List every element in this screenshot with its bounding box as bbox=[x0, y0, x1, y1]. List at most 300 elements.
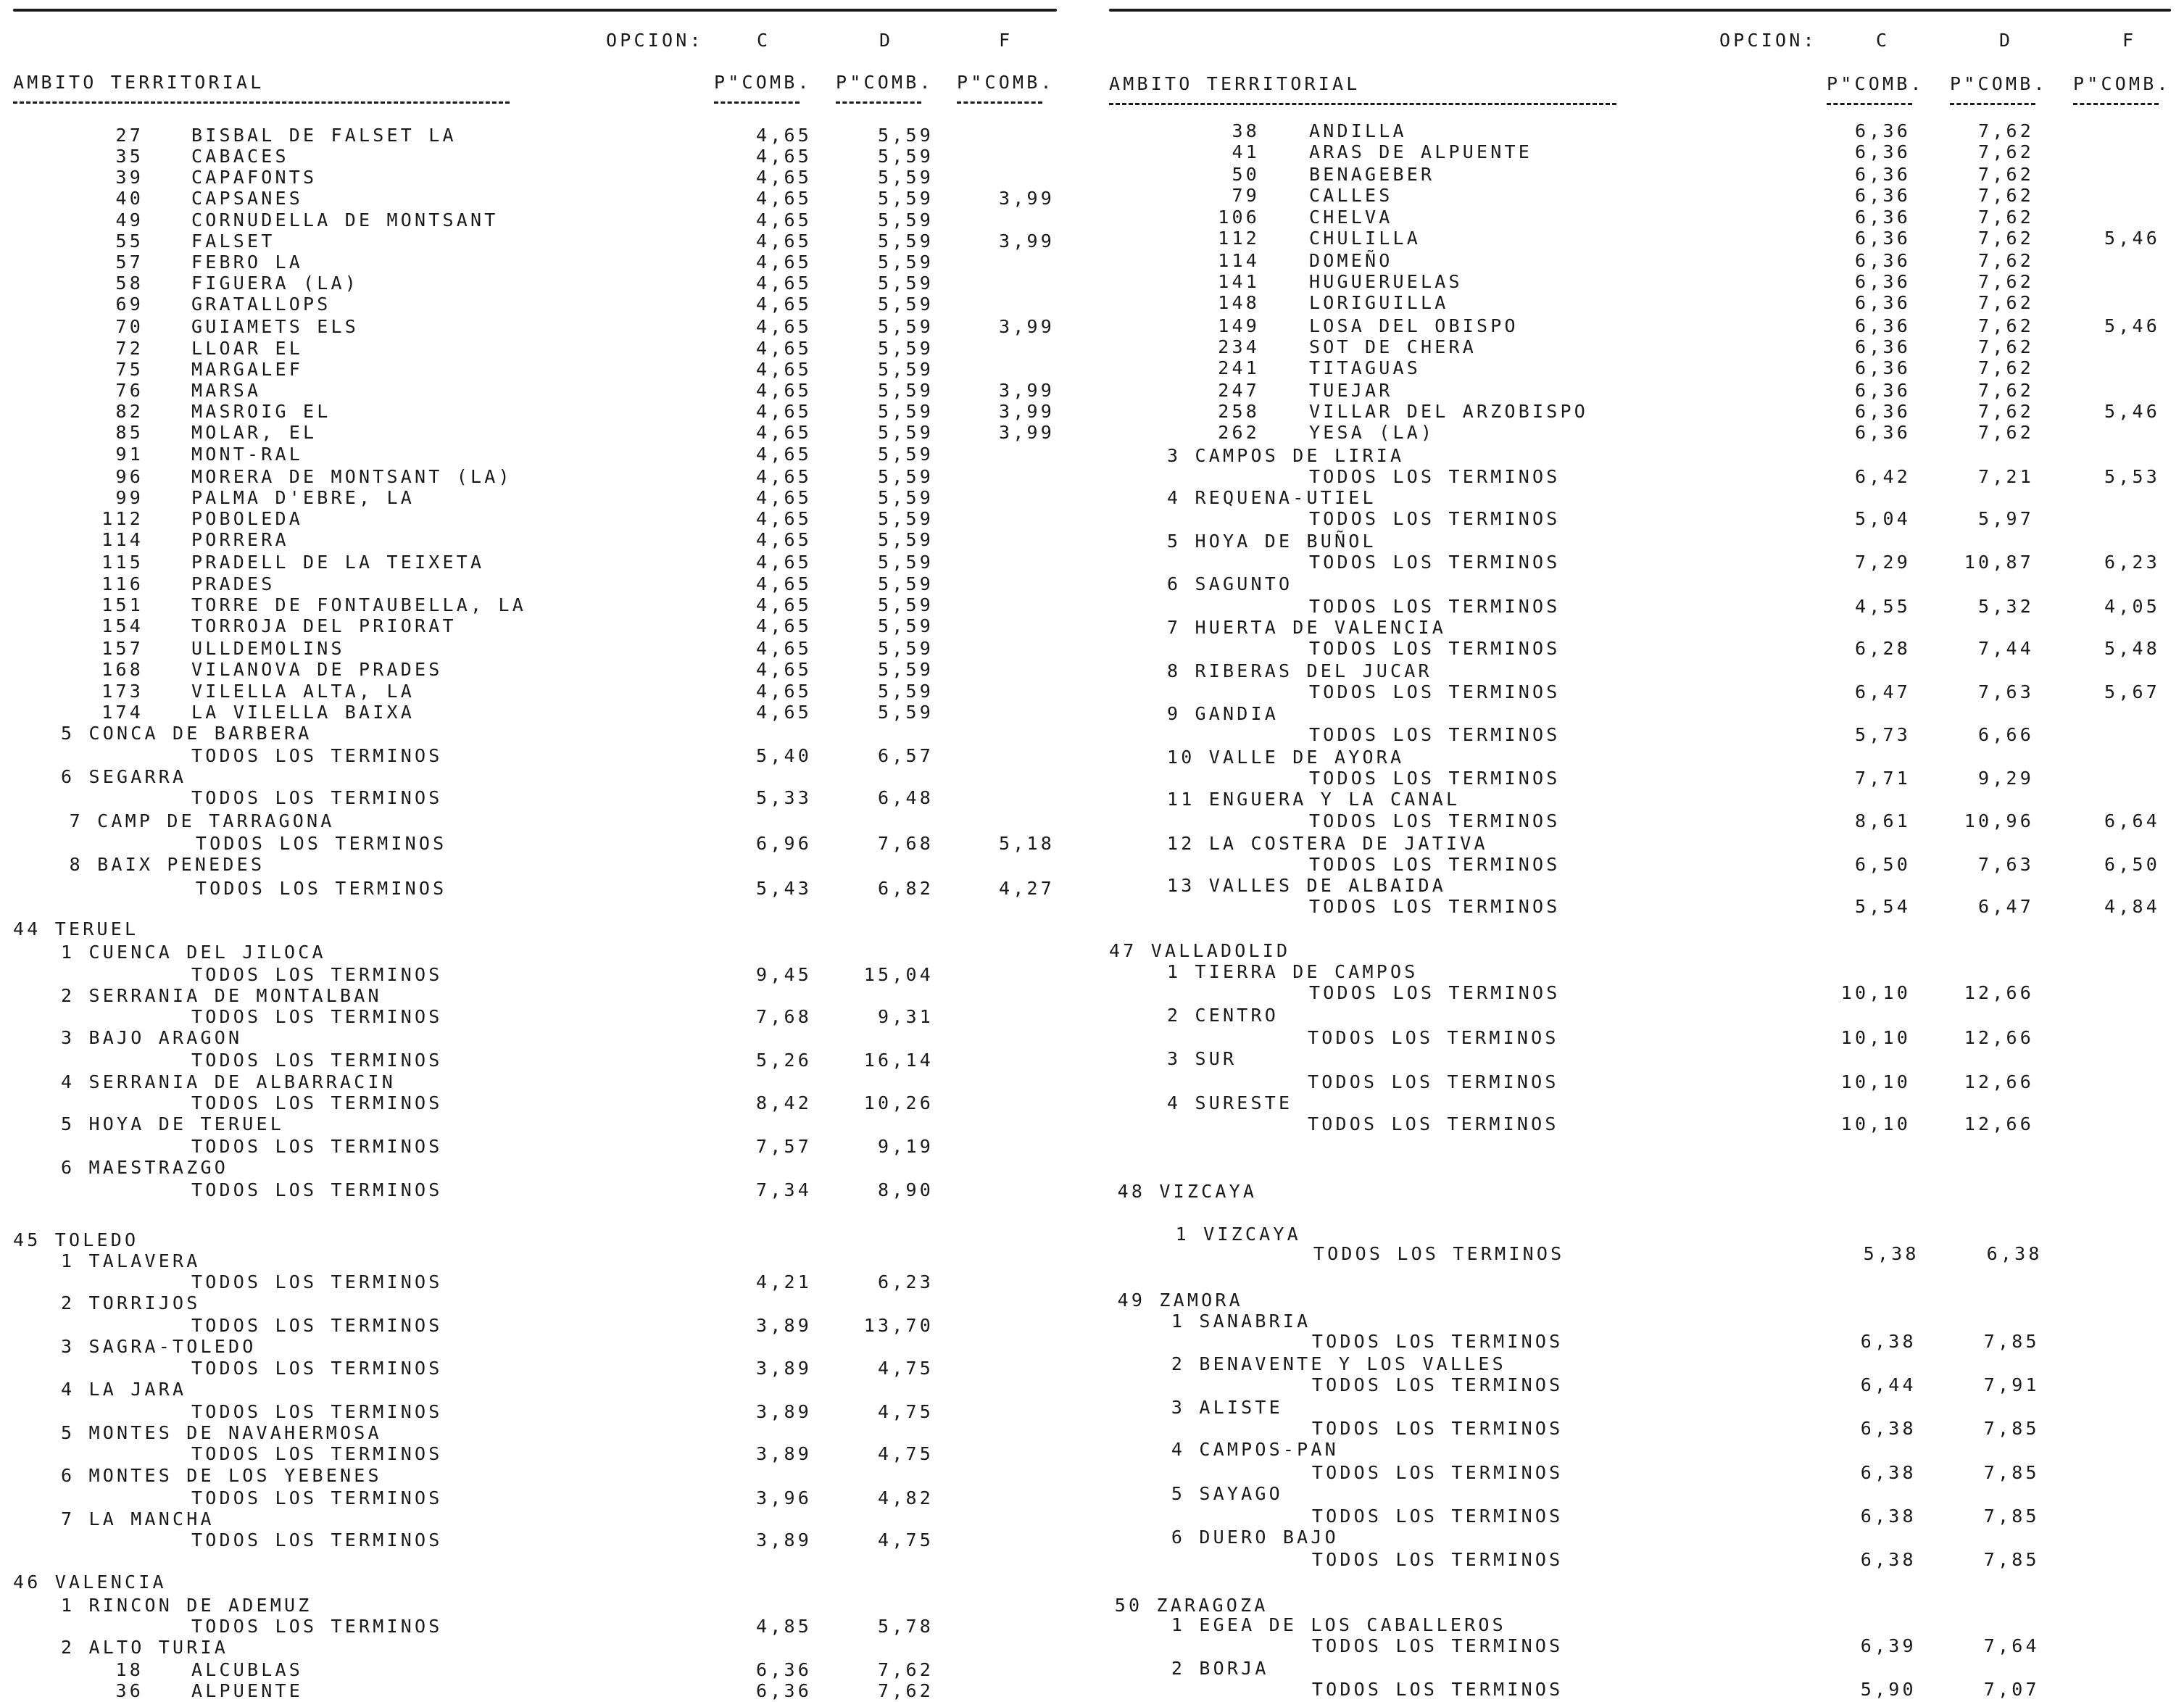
comarca-heading: 6 DUERO BAJO bbox=[1171, 1527, 1339, 1548]
municipio-name: MONT-RAL bbox=[191, 444, 304, 465]
premium-option-d: 7,62 bbox=[877, 1680, 934, 1701]
column-f-header: P"COMB. bbox=[2073, 73, 2171, 94]
premium-option-c: 6,38 bbox=[1860, 1549, 1917, 1570]
municipio-name: VILLAR DEL ARZOBISPO bbox=[1309, 401, 1589, 422]
municipio-code: 148 bbox=[1218, 292, 1260, 313]
municipio-name: CAPSANES bbox=[191, 188, 304, 209]
premium-option-c: 6,50 bbox=[1854, 854, 1911, 875]
municipio-name: VILELLA ALTA, LA bbox=[191, 681, 415, 702]
comarca-heading: 13 VALLES DE ALBAIDA bbox=[1167, 875, 1447, 896]
municipio-code: 49 bbox=[115, 209, 144, 231]
premium-option-d: 7,62 bbox=[1977, 271, 2034, 292]
comarca-heading: 6 SAGUNTO bbox=[1167, 573, 1293, 594]
premium-option-d: 7,62 bbox=[1977, 292, 2034, 313]
comarca-heading: 2 SERRANIA DE MONTALBAN bbox=[61, 985, 382, 1006]
premium-option-d: 7,07 bbox=[1983, 1679, 2040, 1700]
municipio-code: 241 bbox=[1218, 357, 1260, 378]
column-c-header: P"COMB. bbox=[714, 72, 812, 93]
premium-option-c: 4,65 bbox=[755, 231, 812, 252]
premium-option-c: 4,65 bbox=[755, 594, 812, 615]
comarca-heading: 1 TALAVERA bbox=[61, 1250, 201, 1271]
page-left bbox=[0, 0, 1066, 1700]
header-underline-f bbox=[957, 101, 1042, 104]
premium-option-d: 10,26 bbox=[863, 1092, 934, 1113]
premium-option-f: 5,46 bbox=[2104, 228, 2160, 249]
premium-option-c: 6,36 bbox=[1854, 357, 1911, 378]
municipio-code: 36 bbox=[115, 1680, 144, 1701]
premium-option-f: 5,46 bbox=[2104, 401, 2160, 422]
premium-option-c: 4,65 bbox=[755, 444, 812, 465]
municipio-name: CORNUDELLA DE MONTSANT bbox=[191, 209, 499, 231]
premium-option-f: 3,99 bbox=[998, 316, 1055, 337]
todos-los-terminos-label: TODOS LOS TERMINOS bbox=[1309, 508, 1561, 529]
premium-option-c: 5,73 bbox=[1854, 724, 1911, 745]
comarca-heading: 9 GANDIA bbox=[1167, 703, 1279, 724]
comarca-heading: 1 VIZCAYA bbox=[1175, 1224, 1301, 1245]
premium-option-d: 5,32 bbox=[1977, 596, 2034, 617]
municipio-code: 262 bbox=[1218, 422, 1260, 443]
todos-los-terminos-label: TODOS LOS TERMINOS bbox=[191, 745, 443, 766]
premium-option-d: 5,59 bbox=[877, 401, 934, 422]
municipio-name: ARAS DE ALPUENTE bbox=[1309, 141, 1533, 162]
option-c-label: C bbox=[757, 30, 771, 51]
comarca-heading: 2 BORJA bbox=[1171, 1658, 1269, 1679]
comarca-heading: 3 CAMPOS DE LIRIA bbox=[1167, 445, 1405, 466]
municipio-name: GRATALLOPS bbox=[191, 294, 331, 315]
column-d-header: P"COMB. bbox=[1950, 73, 2048, 94]
premium-option-d: 6,38 bbox=[1986, 1243, 2043, 1264]
premium-option-d: 7,85 bbox=[1983, 1506, 2040, 1527]
premium-option-d: 8,90 bbox=[877, 1179, 934, 1200]
premium-option-c: 8,61 bbox=[1854, 810, 1911, 831]
header-underline-c bbox=[1827, 103, 1912, 105]
todos-los-terminos-label: TODOS LOS TERMINOS bbox=[1308, 1113, 1559, 1134]
column-c-header: P"COMB. bbox=[1827, 73, 1925, 94]
premium-option-f: 3,99 bbox=[998, 188, 1055, 209]
premium-option-d: 12,66 bbox=[1964, 1027, 2034, 1048]
premium-option-c: 6,39 bbox=[1860, 1635, 1917, 1656]
comarca-heading: 1 TIERRA DE CAMPOS bbox=[1167, 961, 1419, 982]
premium-option-d: 7,63 bbox=[1977, 854, 2034, 875]
premium-option-c: 7,29 bbox=[1854, 552, 1911, 573]
premium-option-d: 7,62 bbox=[1977, 141, 2034, 162]
premium-option-d: 7,85 bbox=[1983, 1462, 2040, 1483]
municipio-code: 258 bbox=[1218, 401, 1260, 422]
premium-option-d: 7,62 bbox=[1977, 164, 2034, 185]
premium-option-d: 5,59 bbox=[877, 380, 934, 401]
premium-option-c: 4,21 bbox=[755, 1271, 812, 1292]
premium-option-d: 5,59 bbox=[877, 188, 934, 209]
premium-option-c: 4,65 bbox=[755, 638, 812, 659]
premium-option-d: 7,85 bbox=[1983, 1549, 2040, 1570]
premium-option-c: 4,65 bbox=[755, 316, 812, 337]
municipio-code: 76 bbox=[115, 380, 144, 401]
comarca-heading: 11 ENGUERA Y LA CANAL bbox=[1167, 789, 1461, 810]
municipio-name: TORROJA DEL PRIORAT bbox=[191, 615, 457, 636]
municipio-name: FALSET bbox=[191, 231, 275, 252]
premium-option-d: 7,62 bbox=[1977, 207, 2034, 228]
premium-option-c: 4,85 bbox=[755, 1616, 812, 1637]
municipio-code: 57 bbox=[115, 252, 144, 273]
premium-option-c: 3,89 bbox=[755, 1443, 812, 1464]
provincia-heading: 46 VALENCIA bbox=[13, 1572, 167, 1593]
municipio-name: LA VILELLA BAIXA bbox=[191, 702, 415, 723]
todos-los-terminos-label: TODOS LOS TERMINOS bbox=[191, 1050, 443, 1071]
premium-option-c: 4,65 bbox=[755, 681, 812, 702]
municipio-code: 79 bbox=[1232, 185, 1260, 206]
premium-option-c: 6,36 bbox=[1854, 401, 1911, 422]
premium-option-d: 7,85 bbox=[1983, 1331, 2040, 1352]
ambito-territorial-header: AMBITO TERRITORIAL bbox=[1109, 73, 1361, 94]
premium-option-c: 4,65 bbox=[755, 380, 812, 401]
premium-option-c: 4,65 bbox=[755, 508, 812, 529]
municipio-code: 116 bbox=[101, 573, 144, 594]
premium-option-f: 4,84 bbox=[2104, 896, 2160, 917]
municipio-name: CHELVA bbox=[1309, 207, 1393, 228]
premium-option-c: 10,10 bbox=[1840, 1071, 1911, 1092]
municipio-code: 38 bbox=[1232, 120, 1260, 141]
premium-option-d: 6,66 bbox=[1977, 724, 2034, 745]
municipio-name: TUEJAR bbox=[1309, 380, 1393, 401]
todos-los-terminos-label: TODOS LOS TERMINOS bbox=[1311, 1374, 1564, 1395]
comarca-heading: 5 HOYA DE BUÑOL bbox=[1167, 531, 1377, 552]
todos-los-terminos-label: TODOS LOS TERMINOS bbox=[191, 1315, 443, 1336]
comarca-heading: 4 REQUENA-UTIEL bbox=[1167, 487, 1377, 508]
municipio-code: 39 bbox=[115, 167, 144, 188]
premium-option-d: 7,68 bbox=[877, 833, 934, 854]
option-f-label: F bbox=[2122, 30, 2137, 51]
premium-option-f: 6,50 bbox=[2104, 854, 2160, 875]
premium-option-c: 6,42 bbox=[1854, 466, 1911, 487]
municipio-name: MARSA bbox=[191, 380, 262, 401]
todos-los-terminos-label: TODOS LOS TERMINOS bbox=[1311, 1462, 1564, 1483]
municipio-name: ALPUENTE bbox=[191, 1680, 304, 1701]
municipio-name: LOSA DEL OBISPO bbox=[1309, 315, 1519, 336]
todos-los-terminos-label: TODOS LOS TERMINOS bbox=[191, 1092, 443, 1113]
provincia-heading: 45 TOLEDO bbox=[13, 1229, 139, 1250]
municipio-name: TITAGUAS bbox=[1309, 357, 1421, 378]
premium-option-f: 6,23 bbox=[2104, 552, 2160, 573]
municipio-code: 50 bbox=[1232, 164, 1260, 185]
premium-option-c: 6,36 bbox=[1854, 120, 1911, 141]
todos-los-terminos-label: TODOS LOS TERMINOS bbox=[1309, 681, 1561, 702]
municipio-code: 157 bbox=[101, 638, 144, 659]
municipio-name: MORERA DE MONTSANT (LA) bbox=[191, 466, 512, 487]
comarca-heading: 4 SERRANIA DE ALBARRACIN bbox=[61, 1071, 396, 1092]
municipio-code: 18 bbox=[115, 1659, 144, 1680]
premium-option-c: 4,65 bbox=[755, 702, 812, 723]
todos-los-terminos-label: TODOS LOS TERMINOS bbox=[191, 1529, 443, 1551]
premium-option-d: 5,59 bbox=[877, 316, 934, 337]
premium-option-c: 6,36 bbox=[1854, 292, 1911, 313]
premium-option-d: 9,31 bbox=[877, 1006, 934, 1027]
municipio-name: MASROIG EL bbox=[191, 401, 331, 422]
premium-option-c: 6,36 bbox=[1854, 228, 1911, 249]
premium-option-d: 7,62 bbox=[1977, 336, 2034, 357]
todos-los-terminos-label: TODOS LOS TERMINOS bbox=[1309, 596, 1561, 617]
municipio-code: 99 bbox=[115, 487, 144, 508]
premium-option-d: 5,59 bbox=[877, 487, 934, 508]
municipio-code: 106 bbox=[1218, 207, 1260, 228]
comarca-heading: 1 RINCON DE ADEMUZ bbox=[61, 1595, 312, 1616]
municipio-name: ANDILLA bbox=[1309, 120, 1407, 141]
provincia-heading: 47 VALLADOLID bbox=[1109, 940, 1291, 961]
premium-option-c: 8,42 bbox=[755, 1092, 812, 1113]
municipio-name: BISBAL DE FALSET LA bbox=[191, 125, 457, 146]
premium-option-d: 7,21 bbox=[1977, 466, 2034, 487]
municipio-name: VILANOVA DE PRADES bbox=[191, 659, 443, 680]
premium-option-c: 6,38 bbox=[1860, 1331, 1917, 1352]
premium-option-c: 7,68 bbox=[755, 1006, 812, 1027]
premium-option-c: 6,36 bbox=[1854, 422, 1911, 443]
premium-option-f: 6,64 bbox=[2104, 810, 2160, 831]
todos-los-terminos-label: TODOS LOS TERMINOS bbox=[1309, 854, 1561, 875]
municipio-code: 58 bbox=[115, 273, 144, 294]
column-f-header: P"COMB. bbox=[957, 72, 1055, 93]
premium-option-c: 6,36 bbox=[1854, 336, 1911, 357]
comarca-heading: 7 CAMP DE TARRAGONA bbox=[69, 810, 335, 831]
municipio-code: 82 bbox=[115, 401, 144, 422]
premium-option-d: 7,62 bbox=[1977, 422, 2034, 443]
premium-option-d: 5,59 bbox=[877, 125, 934, 146]
premium-option-d: 7,85 bbox=[1983, 1418, 2040, 1439]
municipio-name: YESA (LA) bbox=[1309, 422, 1435, 443]
premium-option-c: 4,65 bbox=[755, 359, 812, 380]
comarca-heading: 2 CENTRO bbox=[1167, 1005, 1279, 1026]
todos-los-terminos-label: TODOS LOS TERMINOS bbox=[191, 1616, 443, 1637]
todos-los-terminos-label: TODOS LOS TERMINOS bbox=[1309, 982, 1561, 1003]
premium-option-f: 5,18 bbox=[998, 833, 1055, 854]
provincia-heading: 49 ZAMORA bbox=[1117, 1290, 1243, 1311]
municipio-name: CALLES bbox=[1309, 185, 1393, 206]
premium-option-f: 3,99 bbox=[998, 401, 1055, 422]
municipio-code: 35 bbox=[115, 146, 144, 167]
premium-option-c: 5,54 bbox=[1854, 896, 1911, 917]
premium-option-c: 6,36 bbox=[755, 1659, 812, 1680]
comarca-heading: 4 SURESTE bbox=[1167, 1092, 1293, 1113]
municipio-code: 69 bbox=[115, 294, 144, 315]
premium-option-d: 6,57 bbox=[877, 745, 934, 766]
premium-option-f: 3,99 bbox=[998, 231, 1055, 252]
premium-option-d: 13,70 bbox=[863, 1315, 934, 1336]
premium-option-c: 3,96 bbox=[755, 1487, 812, 1508]
premium-option-d: 5,59 bbox=[877, 273, 934, 294]
municipio-name: FIGUERA (LA) bbox=[191, 273, 360, 294]
comarca-heading: 1 SANABRIA bbox=[1171, 1311, 1311, 1332]
premium-option-d: 12,66 bbox=[1964, 1113, 2034, 1134]
municipio-code: 91 bbox=[115, 444, 144, 465]
municipio-name: PRADES bbox=[191, 573, 275, 594]
premium-option-c: 6,36 bbox=[1854, 207, 1911, 228]
premium-option-c: 4,65 bbox=[755, 146, 812, 167]
municipio-code: 85 bbox=[115, 422, 144, 443]
todos-los-terminos-label: TODOS LOS TERMINOS bbox=[1308, 1027, 1559, 1048]
header-underline-ambito bbox=[13, 101, 510, 104]
premium-option-c: 6,36 bbox=[1854, 271, 1911, 292]
premium-option-d: 5,59 bbox=[877, 444, 934, 465]
municipio-code: 27 bbox=[115, 125, 144, 146]
comarca-heading: 12 LA COSTERA DE JATIVA bbox=[1167, 833, 1488, 854]
premium-option-c: 3,89 bbox=[755, 1401, 812, 1422]
todos-los-terminos-label: TODOS LOS TERMINOS bbox=[191, 1006, 443, 1027]
comarca-heading: 4 CAMPOS-PAN bbox=[1171, 1439, 1339, 1460]
premium-option-d: 5,97 bbox=[1977, 508, 2034, 529]
municipio-code: 234 bbox=[1218, 336, 1260, 357]
premium-option-c: 6,36 bbox=[755, 1680, 812, 1701]
municipio-name: POBOLEDA bbox=[191, 508, 304, 529]
municipio-code: 149 bbox=[1218, 315, 1260, 336]
municipio-name: PORRERA bbox=[191, 529, 289, 550]
header-underline-f bbox=[2073, 103, 2159, 105]
comarca-heading: 3 ALISTE bbox=[1171, 1397, 1283, 1418]
premium-option-d: 5,59 bbox=[877, 659, 934, 680]
premium-option-c: 6,36 bbox=[1854, 315, 1911, 336]
premium-option-c: 5,33 bbox=[755, 787, 812, 808]
municipio-name: CAPAFONTS bbox=[191, 167, 317, 188]
premium-option-c: 6,96 bbox=[755, 833, 812, 854]
premium-option-c: 4,65 bbox=[755, 338, 812, 359]
premium-option-d: 5,59 bbox=[877, 529, 934, 550]
premium-option-d: 7,91 bbox=[1983, 1374, 2040, 1395]
premium-option-d: 16,14 bbox=[863, 1050, 934, 1071]
premium-option-d: 5,59 bbox=[877, 294, 934, 315]
option-d-label: D bbox=[1999, 30, 2014, 51]
premium-option-d: 12,66 bbox=[1964, 1071, 2034, 1092]
comarca-heading: 5 CONCA DE BARBERA bbox=[61, 723, 312, 744]
todos-los-terminos-label: TODOS LOS TERMINOS bbox=[191, 787, 443, 808]
todos-los-terminos-label: TODOS LOS TERMINOS bbox=[191, 964, 443, 985]
premium-option-d: 9,19 bbox=[877, 1136, 934, 1157]
premium-option-c: 10,10 bbox=[1840, 1113, 1911, 1134]
municipio-name: ULLDEMOLINS bbox=[191, 638, 345, 659]
municipio-name: BENAGEBER bbox=[1309, 164, 1435, 185]
premium-option-d: 6,47 bbox=[1977, 896, 2034, 917]
municipio-code: 168 bbox=[101, 659, 144, 680]
premium-option-d: 10,96 bbox=[1964, 810, 2034, 831]
premium-option-d: 5,59 bbox=[877, 231, 934, 252]
premium-option-c: 4,65 bbox=[755, 487, 812, 508]
premium-option-c: 4,65 bbox=[755, 573, 812, 594]
premium-option-c: 7,57 bbox=[755, 1136, 812, 1157]
municipio-code: 55 bbox=[115, 231, 144, 252]
premium-option-d: 5,59 bbox=[877, 552, 934, 573]
premium-option-d: 5,59 bbox=[877, 209, 934, 231]
municipio-code: 96 bbox=[115, 466, 144, 487]
comarca-heading: 7 LA MANCHA bbox=[61, 1508, 215, 1529]
premium-option-d: 7,62 bbox=[1977, 120, 2034, 141]
municipio-name: TORRE DE FONTAUBELLA, LA bbox=[191, 594, 527, 615]
premium-option-c: 6,36 bbox=[1854, 141, 1911, 162]
comarca-heading: 8 BAIX PENEDES bbox=[69, 854, 265, 875]
municipio-code: 112 bbox=[101, 508, 144, 529]
comarca-heading: 6 MONTES DE LOS YEBENES bbox=[61, 1465, 382, 1486]
todos-los-terminos-label: TODOS LOS TERMINOS bbox=[1309, 896, 1561, 917]
premium-option-d: 4,75 bbox=[877, 1401, 934, 1422]
comarca-heading: 5 SAYAGO bbox=[1171, 1483, 1283, 1504]
comarca-heading: 3 SUR bbox=[1167, 1048, 1237, 1069]
municipio-code: 114 bbox=[1218, 250, 1260, 271]
comarca-heading: 10 VALLE DE AYORA bbox=[1167, 747, 1405, 768]
todos-los-terminos-label: TODOS LOS TERMINOS bbox=[191, 1443, 443, 1464]
todos-los-terminos-label: TODOS LOS TERMINOS bbox=[191, 1487, 443, 1508]
premium-option-c: 4,65 bbox=[755, 529, 812, 550]
premium-option-d: 5,59 bbox=[877, 615, 934, 636]
premium-option-c: 6,38 bbox=[1860, 1506, 1917, 1527]
municipio-name: HUGUERUELAS bbox=[1309, 271, 1463, 292]
premium-option-d: 5,59 bbox=[877, 702, 934, 723]
premium-option-d: 7,62 bbox=[1977, 185, 2034, 206]
premium-option-c: 6,28 bbox=[1854, 638, 1911, 659]
todos-los-terminos-label: TODOS LOS TERMINOS bbox=[1309, 724, 1561, 745]
option-c-label: C bbox=[1876, 30, 1890, 51]
comarca-heading: 2 BENAVENTE Y LOS VALLES bbox=[1171, 1353, 1506, 1374]
premium-option-f: 5,53 bbox=[2104, 466, 2160, 487]
municipio-code: 154 bbox=[101, 615, 144, 636]
comarca-heading: 5 MONTES DE NAVAHERMOSA bbox=[61, 1422, 382, 1443]
premium-option-c: 9,45 bbox=[755, 964, 812, 985]
premium-option-d: 5,59 bbox=[877, 508, 934, 529]
municipio-code: 247 bbox=[1218, 380, 1260, 401]
todos-los-terminos-label: TODOS LOS TERMINOS bbox=[1311, 1635, 1564, 1656]
premium-option-d: 4,75 bbox=[877, 1529, 934, 1551]
premium-option-c: 6,36 bbox=[1854, 250, 1911, 271]
municipio-name: FEBRO LA bbox=[191, 252, 304, 273]
premium-option-c: 4,65 bbox=[755, 209, 812, 231]
premium-option-c: 10,10 bbox=[1840, 1027, 1911, 1048]
todos-los-terminos-label: TODOS LOS TERMINOS bbox=[1313, 1243, 1565, 1264]
municipio-name: MOLAR, EL bbox=[191, 422, 317, 443]
premium-option-d: 7,62 bbox=[1977, 315, 2034, 336]
premium-option-c: 3,89 bbox=[755, 1529, 812, 1551]
municipio-name: PRADELL DE LA TEIXETA bbox=[191, 552, 485, 573]
opcion-label: OPCION: bbox=[606, 30, 704, 51]
option-d-label: D bbox=[879, 30, 894, 51]
premium-option-c: 3,89 bbox=[755, 1315, 812, 1336]
todos-los-terminos-label: TODOS LOS TERMINOS bbox=[191, 1179, 443, 1200]
premium-option-c: 6,47 bbox=[1854, 681, 1911, 702]
premium-option-d: 7,64 bbox=[1983, 1635, 2040, 1656]
premium-option-d: 15,04 bbox=[863, 964, 934, 985]
todos-los-terminos-label: TODOS LOS TERMINOS bbox=[1309, 552, 1561, 573]
premium-option-c: 4,65 bbox=[755, 294, 812, 315]
todos-los-terminos-label: TODOS LOS TERMINOS bbox=[1308, 1071, 1559, 1092]
premium-option-d: 7,63 bbox=[1977, 681, 2034, 702]
header-underline-c bbox=[714, 101, 800, 104]
premium-option-d: 5,59 bbox=[877, 594, 934, 615]
comarca-heading: 3 BAJO ARAGON bbox=[61, 1027, 243, 1048]
municipio-code: 72 bbox=[115, 338, 144, 359]
premium-option-c: 4,65 bbox=[755, 659, 812, 680]
premium-option-d: 5,59 bbox=[877, 359, 934, 380]
todos-los-terminos-label: TODOS LOS TERMINOS bbox=[191, 1358, 443, 1379]
premium-option-f: 3,99 bbox=[998, 380, 1055, 401]
premium-option-c: 3,89 bbox=[755, 1358, 812, 1379]
municipio-code: 70 bbox=[115, 316, 144, 337]
premium-option-d: 5,78 bbox=[877, 1616, 934, 1637]
premium-option-d: 5,59 bbox=[877, 146, 934, 167]
todos-los-terminos-label: TODOS LOS TERMINOS bbox=[195, 878, 447, 899]
option-f-label: F bbox=[999, 30, 1013, 51]
header-underline-d bbox=[1950, 103, 2035, 105]
municipio-name: CABACES bbox=[191, 146, 289, 167]
todos-los-terminos-label: TODOS LOS TERMINOS bbox=[1311, 1549, 1564, 1570]
premium-option-d: 4,82 bbox=[877, 1487, 934, 1508]
premium-option-d: 5,59 bbox=[877, 252, 934, 273]
premium-option-c: 4,65 bbox=[755, 273, 812, 294]
premium-option-d: 5,59 bbox=[877, 638, 934, 659]
premium-option-c: 4,65 bbox=[755, 466, 812, 487]
premium-option-d: 5,59 bbox=[877, 422, 934, 443]
